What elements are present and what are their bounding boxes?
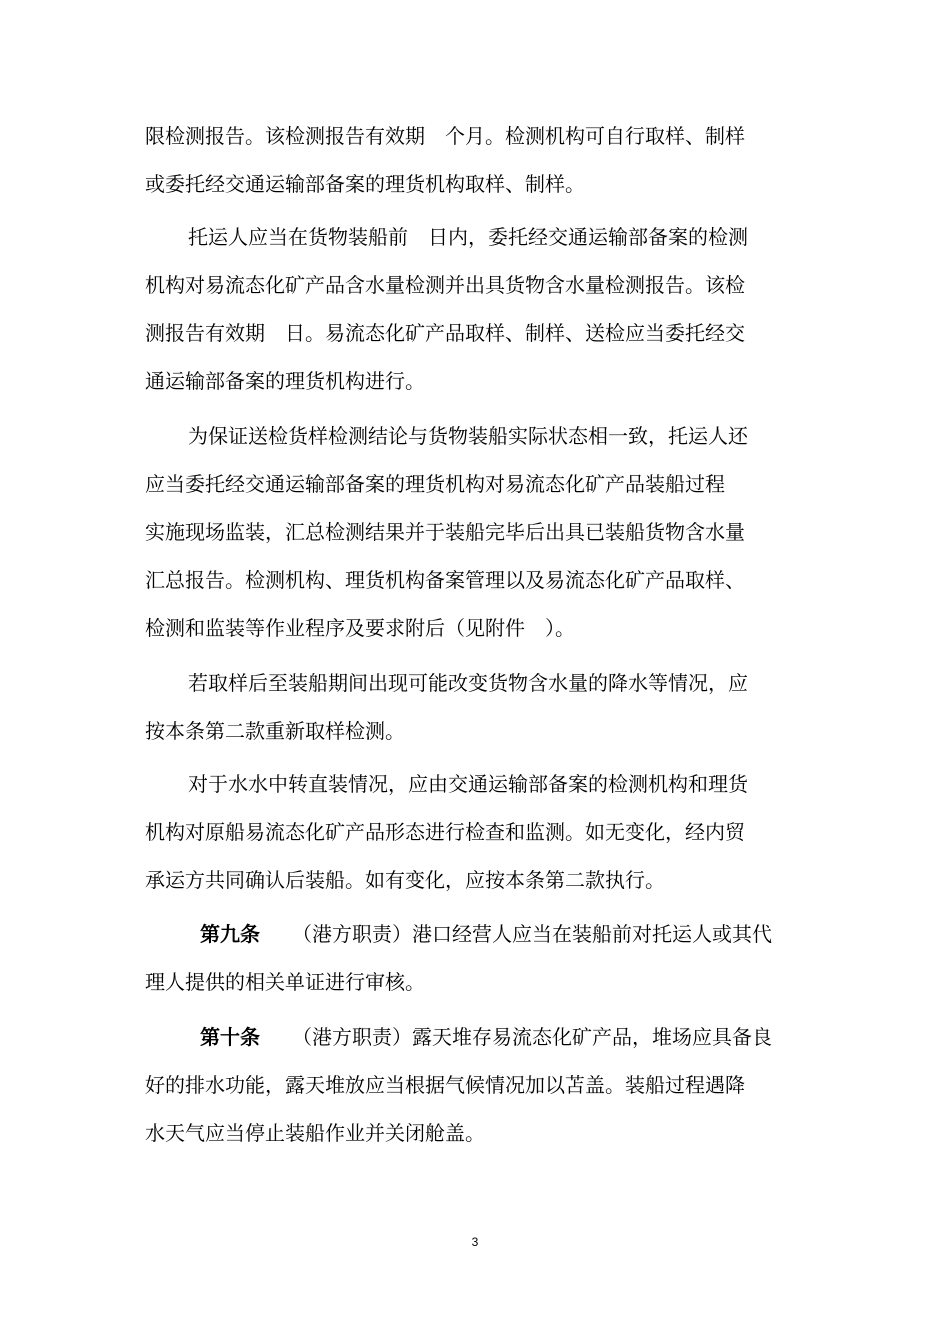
text-line: 或委托经交通运输部备案的理货机构取样、制样。: [145, 172, 585, 196]
article-heading: 第十条: [200, 1025, 260, 1049]
text-line: 限检测报告。该检测报告有效期 个月。检测机构可自行取样、制样: [145, 124, 745, 148]
text-line: 承运方共同确认后装船。如有变化，应按本条第二款执行。: [145, 868, 665, 892]
text-line: 水天气应当停止装船作业并关闭舱盖。: [145, 1121, 485, 1145]
article-10-heading: [200, 1025, 300, 1049]
text-line: 机构对原船易流态化矿产品形态进行检查和监测。如无变化，经内贸: [145, 820, 745, 844]
article-heading: 第九条: [200, 922, 260, 946]
article-9-heading: [200, 922, 300, 946]
page-number: 3: [471, 1235, 479, 1249]
text-line: 对于水水中转直装情况，应由交通运输部备案的检测机构和理货: [188, 772, 748, 796]
text-line: 应当委托经交通运输部备案的理货机构对易流态化矿产品装船过程: [145, 472, 725, 496]
text-line: 通运输部备案的理货机构进行。: [145, 369, 425, 393]
text-line: 为保证送检货样检测结论与货物装船实际状态相一致，托运人还: [188, 424, 748, 448]
text-line: 实施现场监装，汇总检测结果并于装船完毕后出具已装船货物含水量: [145, 520, 745, 544]
text-line: 检测和监装等作业程序及要求附后（见附件 ）。: [145, 616, 575, 640]
text-line: （港方职责）露天堆存易流态化矿产品，堆场应具备良: [292, 1025, 772, 1049]
text-line: 好的排水功能，露天堆放应当根据气候情况加以苫盖。装船过程遇降: [145, 1073, 745, 1097]
text-line: 测报告有效期 日。易流态化矿产品取样、制样、送检应当委托经交: [145, 321, 745, 345]
text-line: （港方职责）港口经营人应当在装船前对托运人或其代: [292, 922, 772, 946]
text-line: 机构对易流态化矿产品含水量检测并出具货物含水量检测报告。该检: [145, 273, 745, 297]
text-line: 若取样后至装船期间出现可能改变货物含水量的降水等情况，应: [188, 671, 748, 695]
text-line: 托运人应当在货物装船前 日内，委托经交通运输部备案的检测: [188, 225, 748, 249]
text-line: 理人提供的相关单证进行审核。: [145, 970, 425, 994]
text-line: 汇总报告。检测机构、理货机构备案管理以及易流态化矿产品取样、: [145, 568, 745, 592]
text-line: 按本条第二款重新取样检测。: [145, 719, 405, 743]
